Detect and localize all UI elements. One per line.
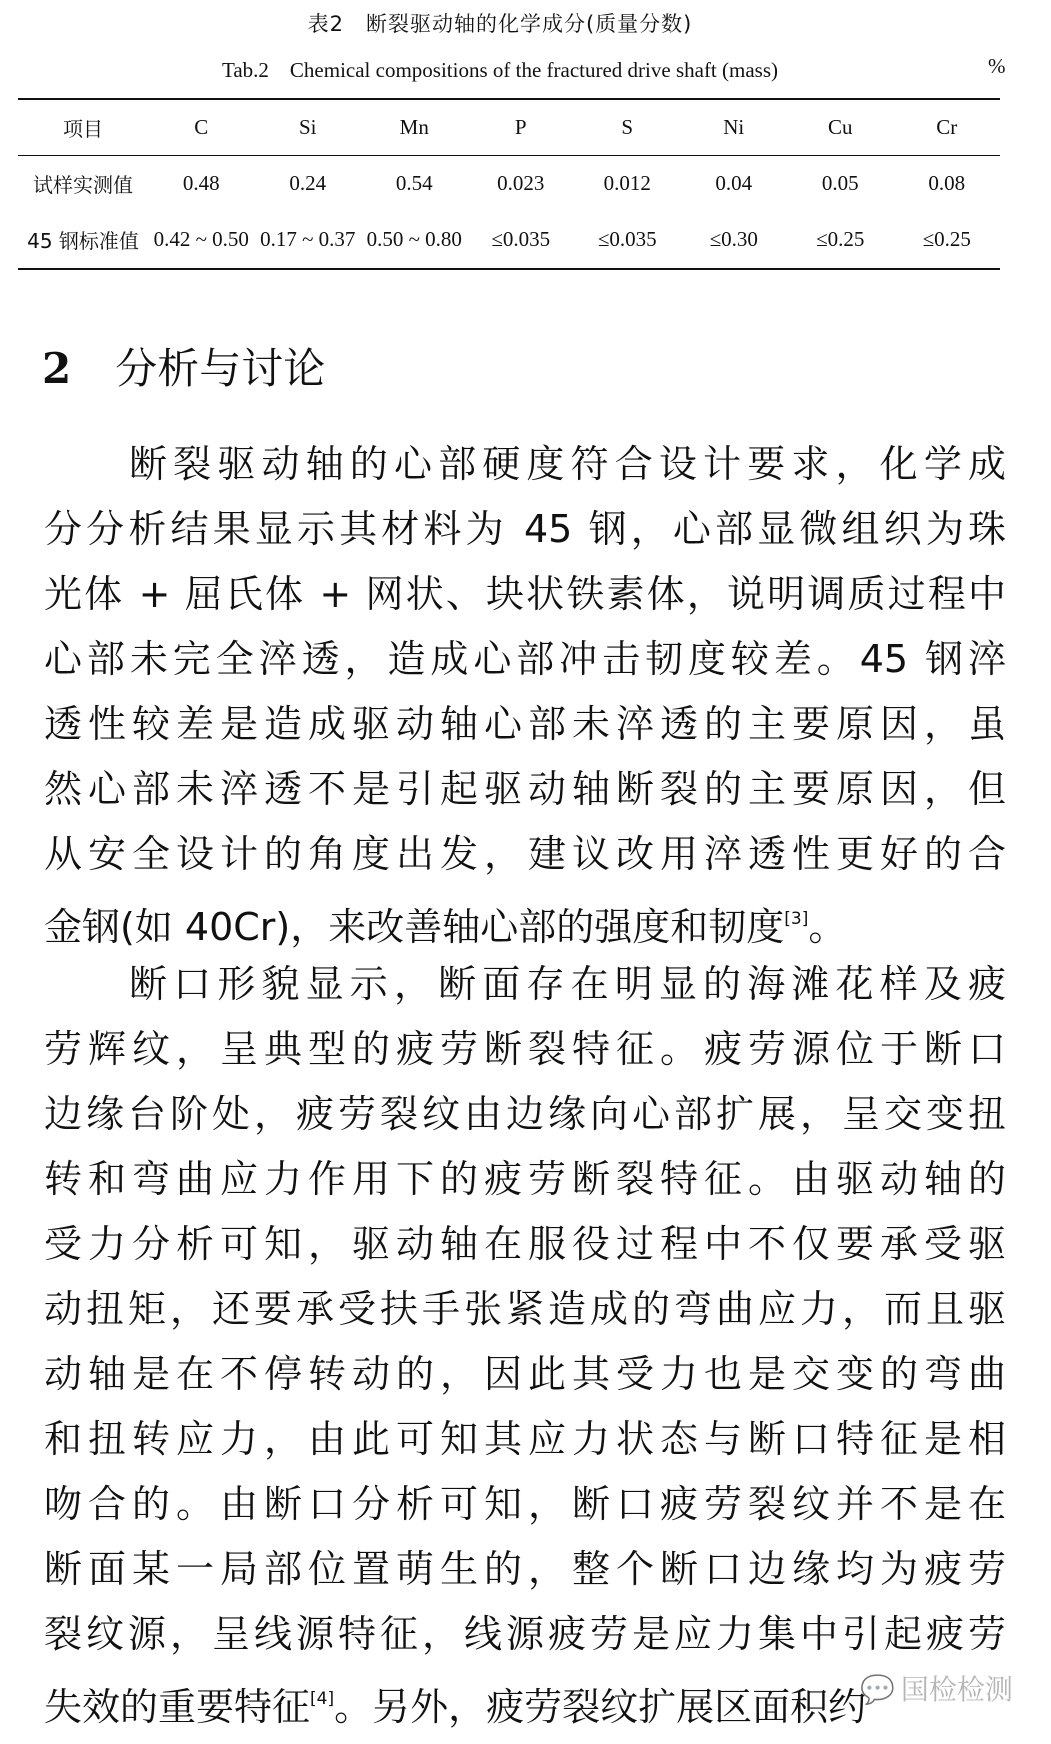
text-segment: 。 [808,905,847,949]
table-cell: ≤0.035 [574,211,681,269]
wechat-icon: 💬 [860,1673,895,1706]
table-cell: 0.012 [603,170,651,195]
table-cell: 0.50 ~ 0.80 [361,211,468,269]
table-cell: ≤0.25 [787,211,894,269]
text-line: 动扭矩，还要承受扶手张紧造成的弯曲应力，而且驱 [44,1287,1006,1331]
table-unit: % [988,54,1006,78]
table-caption-en: Tab.2 Chemical compositions of the fractured drive shaft (mass) [221,58,779,82]
watermark-text: 国检检测 [900,1673,1013,1706]
table-row [18,211,1000,269]
text-segment: 失效的重要特征 [44,1685,311,1729]
row-label: 试样实测值 [33,172,133,197]
header-p: P [468,99,575,155]
table-cell: ≤0.035 [468,211,575,269]
text-line: 分分析结果显示其材料为 45 钢，心部显微组织为珠 [44,507,1006,551]
table-cell: 0.42 ~ 0.50 [148,211,255,269]
table-cell: ≤0.30 [681,211,788,269]
composition-table [18,98,1000,270]
table-cell: 0.48 [182,170,220,195]
table-caption-cn: 表2 断裂驱动轴的化学成分(质量分数) [307,12,693,36]
header-ni: Ni [681,99,788,155]
citation-ref: [3] [784,909,809,929]
header-c: C [148,99,255,155]
text-line: 劳辉纹，呈典型的疲劳断裂特征。疲劳源位于断口 [44,1027,1006,1071]
text-line: 边缘台阶处，疲劳裂纹由边缘向心部扩展，呈交变扭 [44,1092,1006,1136]
text-line: 断裂驱动轴的心部硬度符合设计要求，化学成 [129,442,1006,486]
watermark [860,1668,1013,1708]
citation-ref: [4] [310,1689,335,1709]
text-line: 断口形貌显示，断面存在明显的海滩花样及疲 [129,962,1006,1006]
text-line: 裂纹源，呈线源特征，线源疲劳是应力集中引起疲劳 [44,1612,1006,1656]
header-cr: Cr [894,99,1001,155]
header-cu: Cu [787,99,894,155]
text-line: 吻合的。由断口分析可知，断口疲劳裂纹并不是在 [44,1482,1006,1526]
text-line: 转和弯曲应力作用下的疲劳断裂特征。由驱动轴的 [44,1157,1006,1201]
table-cell: 0.04 [715,170,753,195]
text-line: 动轴是在不停转动的，因此其受力也是交变的弯曲 [44,1352,1006,1396]
table-row [18,155,1000,211]
table-header-row [18,99,1000,155]
text-line [44,887,1006,952]
text-line: 从安全设计的角度出发，建议改用淬透性更好的合 [44,832,1006,876]
text-line: 然心部未淬透不是引起驱动轴断裂的主要原因，但 [44,767,1006,811]
header-item: 项目 [18,99,148,155]
row-label: 45 钢标准值 [18,211,148,269]
table-cell: 0.05 [821,170,859,195]
body-text [44,432,1006,1732]
text-line: 心部未完全淬透，造成心部冲击韧度较差。45 钢淬 [44,637,1006,681]
header-s: S [574,99,681,155]
table-cell: 0.023 [497,170,545,195]
text-line: 断面某一局部位置萌生的，整个断口边缘均为疲劳 [44,1547,1006,1591]
section-title: 分析与讨论 [115,344,326,393]
table-cell: 0.24 [289,170,327,195]
text-segment: 。另外，疲劳裂纹扩展区面积约 [334,1685,867,1729]
table-cell: 0.17 ~ 0.37 [255,211,362,269]
section-number: 2 [42,344,72,393]
header-mn: Mn [361,99,468,155]
text-segment: 金钢(如 40Cr)，来改善轴心部的强度和韧度 [44,905,785,949]
table-cell: 0.54 [395,170,433,195]
text-line: 透性较差是造成驱动轴心部未淬透的主要原因，虽 [44,702,1006,746]
table-cell: 0.08 [928,170,966,195]
text-line: 受力分析可知，驱动轴在服役过程中不仅要承受驱 [44,1222,1006,1266]
table-cell: ≤0.25 [894,211,1001,269]
text-line: 光体 + 屈氏体 + 网状、块状铁素体，说明调质过程中 [44,572,1006,616]
section-heading [42,336,325,396]
text-line: 和扭转应力，由此可知其应力状态与断口特征是相 [44,1417,1006,1461]
header-si: Si [255,99,362,155]
